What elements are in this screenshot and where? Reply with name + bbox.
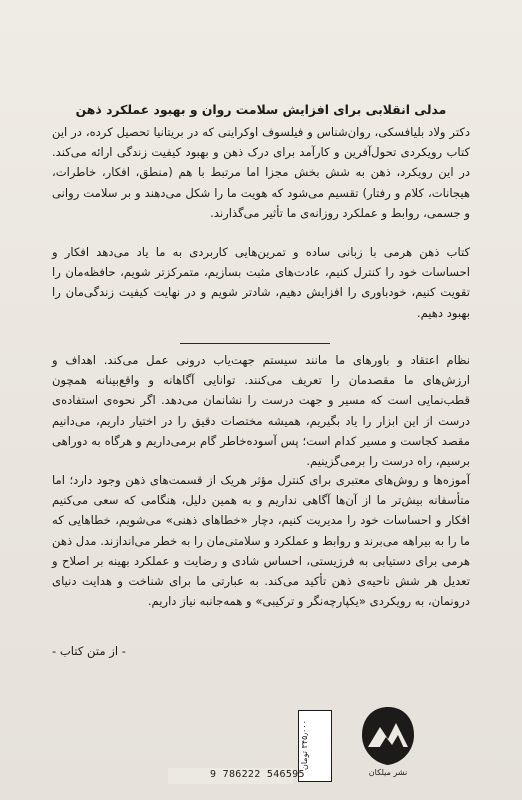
paragraph-text: دکتر ولاد بلیافسکی، روان‌شناس و فیلسوف اوکراینی که در بریتانیا تحصیل کرده، در این کتاب رویکردی تحول‌آفرین و کارآمد برای درک ذهن و بهبود کیفیت زندگی ارائه می‌کند. در این رویکرد، ذهن به شش بخش مجزا اما مرتبط با هم (منطق، افکار، خاطرات، هیجانات، کلام و رفتار) تقسیم می‌شود که هویت ما را شکل می‌دهند و بر سلامت روانی و جسمی، روابط و عملکرد روزانه‌ی ما تأثیر می‌گذارند. bbox=[52, 125, 470, 220]
paragraph-text: نظام اعتقاد و باورهای ما مانند سیستم جهت‌یاب درونی عمل می‌کند. اهداف و ارزش‌های ما مقصدمان را تعریف می‌کنند. توانایی آگاهانه و واقع‌بینانه همچون قطب‌نمایی است که مسیر و جهت درست را نشانمان می‌دهد. اگر نحوه‌ی استفاده‌ی درست از این ابزار را یاد بگیریم، همیشه مختصات دقیق را در اختیار داریم، می‌دانیم مقصد کجاست و مسیر کدام است؛ پس آسوده‌خاطر گام برمی‌داریم و هرگاه به دوراهی برسیم، راه درست را برمی‌گزینیم. bbox=[52, 353, 470, 469]
cover-headline: مدلی انقلابی برای افزایش سلامت روان و بهبود عملکرد ذهن bbox=[75, 102, 447, 117]
excerpt-paragraph-2 bbox=[52, 470, 470, 611]
price-label: ۳۴۵٫۰۰۰ تومان bbox=[300, 720, 309, 770]
paragraph-text: آموزه‌ها و روش‌های معتبری برای کنترل مؤثر هریک از قسمت‌های ذهن وجود دارد؛ اما متأسفانه بیش‌تر ما از آن‌ها آگاهی نداریم و به همین دلیل، هنگامی که سعی می‌کنیم افکار و احساسات خود را مدیریت کنیم، دچار «خطاهای ذهنی» می‌شویم، خطاهایی که ما را به بیراهه می‌برند و روابط و عملکرد و سلامتی‌مان را به خطر می‌اندازند. مدل ذهن هرمی برای دستیابی به فرزیستی، احساس شادی و رضایت و عملکرد بهینه بر اصلاح و تعدیل هر شش ناحیه‌ی ذهن تأکید می‌کند. به عبارتی ما برای شناخت و هدایت دنیای درونمان، به رویکردی «یکپارچه‌نگر و ترکیبی» و همه‌جانبه نیاز داریم. bbox=[52, 473, 470, 609]
description-paragraph-2 bbox=[52, 242, 470, 323]
section-divider bbox=[180, 343, 330, 344]
publisher-logo-icon bbox=[360, 705, 416, 767]
excerpt-source: - از متن کتاب - bbox=[52, 644, 126, 658]
publisher-name: نشر میلکان bbox=[368, 768, 408, 777]
isbn-number: 9 786222 546595 bbox=[210, 769, 305, 780]
paragraph-text: کتاب ذهن هرمی با زبانی ساده و تمرین‌هایی کاربردی به ما یاد می‌دهد افکار و احساسات خود را کنترل کنیم، عادت‌های مثبت بسازیم، متمرکزتر شویم، حافظه‌مان را تقویت کنیم، خودباوری را افزایش دهیم، شادتر شویم و در نهایت کیفیت زندگی‌مان را بهبود دهیم. bbox=[52, 245, 470, 320]
description-paragraph-1 bbox=[52, 122, 470, 223]
excerpt-paragraph-1 bbox=[52, 350, 470, 471]
